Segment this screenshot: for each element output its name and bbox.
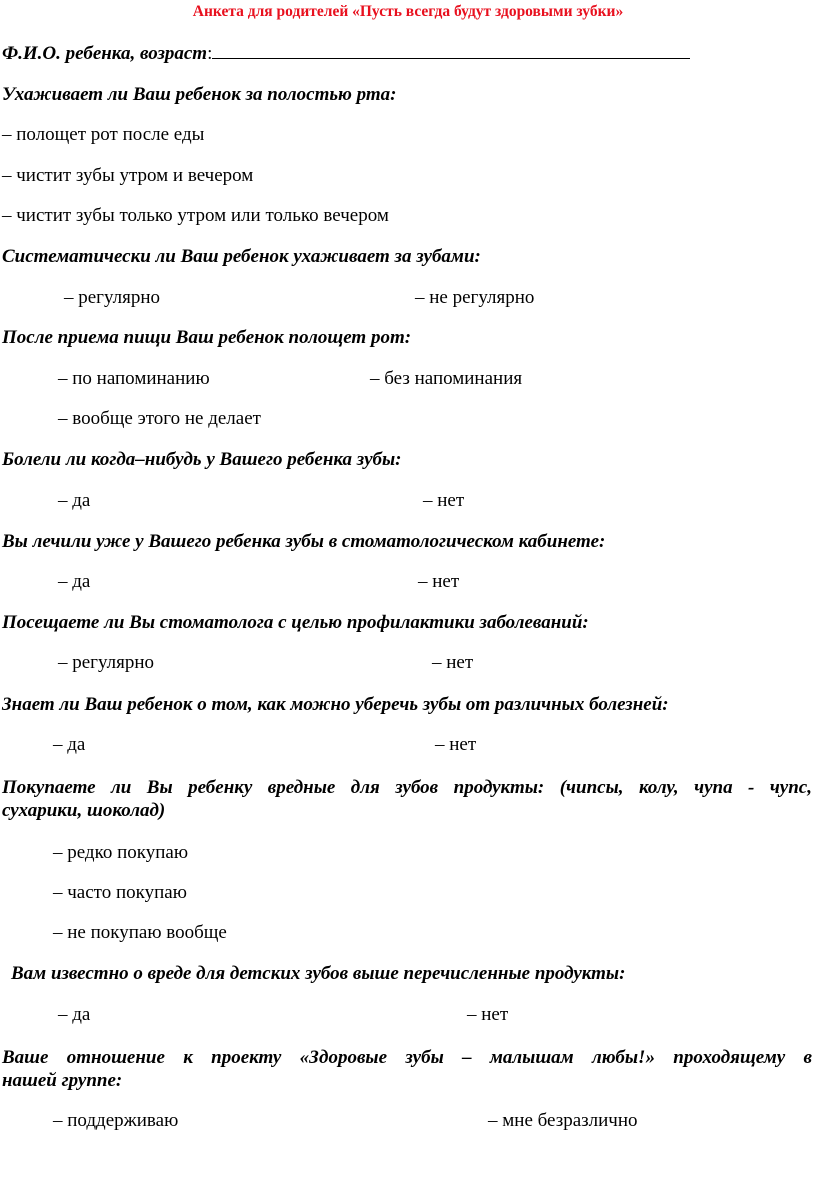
answer-option[interactable]: – да [58,1004,91,1025]
answer-option[interactable]: – регулярно [64,287,161,308]
answer-option[interactable]: – да [53,734,86,755]
child-field-blank-line[interactable] [212,42,690,59]
answer-option[interactable]: – не регулярно [415,287,535,308]
answer-option[interactable]: – регулярно [58,652,155,673]
answer-option[interactable]: – без напоминания [370,368,523,389]
answer-option[interactable]: – полощет рот после еды [2,124,205,145]
question-5: Вы лечили уже у Вашего ребенка зубы в стоматологическом кабинете: [2,531,606,552]
answer-option[interactable]: – вообще этого не делает [58,408,261,429]
question-7: Знает ли Ваш ребенок о том, как можно уберечь зубы от различных болезней: [2,694,669,715]
question-6: Посещаете ли Вы стоматолога с целью профилактики заболеваний: [2,612,589,633]
answer-option[interactable]: – нет [423,490,465,511]
answer-option[interactable]: – мне безразлично [488,1110,638,1131]
answer-option[interactable]: – по напоминанию [58,368,210,389]
page-title: Анкета для родителей «Пусть всегда будут здоровыми зубки» [192,3,624,20]
answer-option[interactable]: – нет [418,571,460,592]
question-9: Вам известно о вреде для детских зубов выше перечисленные продукты: [11,963,626,984]
question-8-line-2: сухарики, шоколад) [2,800,166,821]
answer-option[interactable]: – нет [435,734,477,755]
answer-option[interactable]: – поддерживаю [53,1110,179,1131]
answer-option[interactable]: – чистит зубы утром и вечером [2,165,254,186]
question-10-line-2: нашей группе: [2,1070,123,1091]
answer-option[interactable]: – редко покупаю [53,842,189,863]
question-4: Болели ли когда–нибудь у Вашего ребенка зубы: [2,449,402,470]
answer-option[interactable]: – чистит зубы только утром или только вечером [2,205,389,226]
answer-option[interactable]: – не покупаю вообще [53,922,227,943]
answer-option[interactable]: – нет [432,652,474,673]
question-1: Ухаживает ли Ваш ребенок за полостью рта: [2,84,397,105]
question-3: После приема пищи Ваш ребенок полощет рот: [2,327,412,348]
child-field-label: Ф.И.О. ребенка, возраст [2,43,208,64]
child-name-age-field [2,42,690,65]
answer-option[interactable]: – нет [467,1004,509,1025]
question-2: Систематически ли Ваш ребенок ухаживает за зубами: [2,246,481,267]
answer-option[interactable]: – да [58,490,91,511]
answer-option[interactable]: – часто покупаю [53,882,187,903]
child-field-colon: : [207,43,213,64]
question-10-line-1: Ваше отношение к проекту «Здоровые зубы – малышам любы!» проходящему в [2,1047,812,1068]
question-8-line-1: Покупаете ли Вы ребенку вредные для зубов продукты: (чипсы, колу, чупа - чупс, [2,777,812,798]
answer-option[interactable]: – да [58,571,91,592]
